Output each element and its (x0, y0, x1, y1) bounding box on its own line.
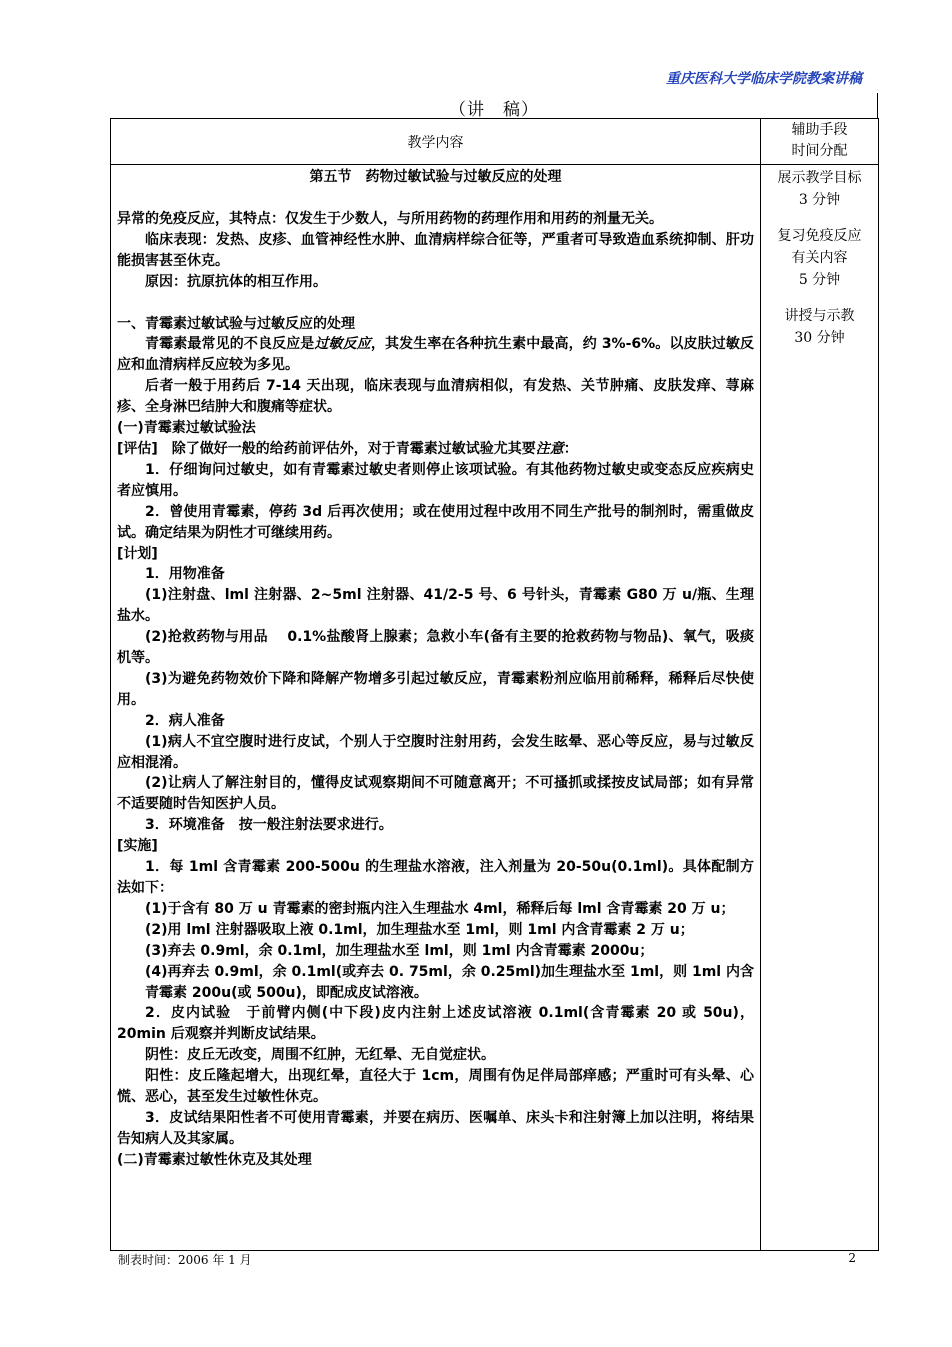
paragraph: 2．病人准备 (145, 712, 225, 729)
paragraph: 后者一般于用药后 7-14 天出现，临床表现与血清病相似，有发热、关节肿痛、皮肤发痒、荨麻疹、全身淋巴结肿大和腹痛等症状。 (117, 378, 754, 416)
paragraph: 阴性：皮丘无改变，周围不红肿，无红晕、无自觉症状。 (145, 1047, 495, 1064)
paragraph: (3)弃去 0.9ml，余 0.1ml，加生理盐水至 lml，则 1ml 内含青霉素 2000u； (145, 942, 654, 959)
emphasis: 过敏反应 (314, 336, 371, 353)
col-header-aids (761, 119, 879, 165)
paragraph: [评估] 除了做好一般的给药前评估外，对于青霉素过敏试验尤其要注意： (117, 440, 578, 457)
school-header: 重庆医科大学临床学院教案讲稿 (666, 71, 862, 87)
paragraph: (4)再弃去 0.9ml，余 0.1ml(或弃去 0. 75ml，余 0.25ml)加生理盐水至 1ml，则 1ml 内含青霉素 200u(或 500u)，即配成皮试溶液。 (145, 963, 754, 1001)
heading: (一)青霉素过敏试验法 (117, 420, 256, 437)
paragraph: (1)注射盘、lml 注射器、2~5ml 注射器、41/2-5 号、6 号针头，青霉素 G80 万 u/瓶、生理盐水。 (117, 587, 754, 625)
paragraph: 原因：抗原抗体的相互作用。 (145, 273, 327, 290)
paragraph: 临床表现：发热、皮疹、血管神经性水肿、血清病样综合征等，严重者可导致造血系统抑制、肝功能损害甚至休克。 (117, 231, 754, 269)
paragraph: 1．每 1ml 含青霉素 200-500u 的生理盐水溶液，注入剂量为 20-50u(0.1ml)。具体配制方法如下： (117, 859, 754, 896)
col-header-aids-line2: 时间分配 (791, 143, 848, 159)
heading: 一、青霉素过敏试验与过敏反应的处理 (117, 315, 355, 332)
aid-time: 3 分钟 (798, 192, 841, 208)
paragraph: 2．皮内试验 于前臂内侧(中下段)皮内注射上述皮试溶液 0.1ml(含青霉素 20 或 50u)，20min 后观察并判断皮试结果。 (117, 1005, 754, 1043)
paragraph: 3．皮试结果阳性者不可使用青霉素，并要在病历、医嘱单、床头卡和注射簿上加以注明，将结果告知病人及其家属。 (117, 1109, 754, 1147)
col-header-aids-line1: 辅助手段 (791, 122, 848, 138)
paragraph: (1)病人不宜空腹时进行皮试，个别人于空腹时注射用药，会发生眩晕、恶心等反应，易与过敏反应相混淆。 (117, 733, 754, 771)
paragraph: (2)抢救药物与用品 0.1%盐酸肾上腺素；急救小车(备有主要的抢救药物与物品)、氧气，吸痰机等。 (117, 629, 754, 667)
lecture-content (111, 165, 760, 1171)
aid-label: 有关内容 (791, 250, 848, 266)
emphasis: 注意 (535, 440, 564, 457)
paragraph: 2．曾使用青霉素，停药 3d 后再次使用；或在使用过程中改用不同生产批号的制剂时，需重做皮试。确定结果为阴性才可继续用药。 (117, 503, 754, 541)
heading: (二)青霉素过敏性休克及其处理 (117, 1151, 312, 1168)
paragraph: (1)于含有 80 万 u 青霉素的密封瓶内注入生理盐水 4ml，稀释后每 lml 含青霉素 20 万 u； (145, 900, 735, 917)
top-rule (877, 93, 878, 119)
page-number: 2 (848, 1251, 856, 1265)
teaching-aids (761, 165, 878, 349)
page-title: （讲 稿） (449, 100, 539, 120)
section-title: 第五节 药物过敏试验与过敏反应的处理 (309, 169, 562, 185)
paragraph: 1．仔细询问过敏史，如有青霉素过敏史者则停止该项试验。有其他药物过敏史或变态反应疾病史者应慎用。 (117, 461, 754, 499)
paragraph: (2)用 lml 注射器吸取上液 0.1ml，加生理盐水至 1ml，则 1ml 内含青霉素 2 万 u； (145, 921, 694, 938)
aid-time: 30 分钟 (794, 330, 845, 346)
paragraph: 阳性：皮丘隆起增大，出现红晕，直径大于 1cm，周围有伪足伴局部痒感；严重时可有头晕、心慌、恶心，甚至发生过敏性休克。 (117, 1068, 754, 1106)
paragraph: 3．环境准备 按一般注射法要求进行。 (145, 817, 393, 834)
aid-label: 复习免疫反应 (777, 228, 862, 244)
aids-cell (761, 165, 879, 1251)
aid-label: 讲授与示教 (784, 308, 855, 324)
lecture-table (110, 118, 879, 1251)
aid-time: 5 分钟 (798, 272, 841, 288)
heading: [实施] (117, 838, 158, 855)
paragraph: 1．用物准备 (145, 566, 225, 583)
paragraph: 异常的免疫反应，其特点：仅发生于少数人，与所用药物的药理作用和用药的剂量无关。 (117, 210, 663, 227)
paragraph: (2)让病人了解注射目的，懂得皮试观察期间不可随意离开；不可搔抓或揉按皮试局部；如有异常不适要随时告知医护人员。 (117, 775, 754, 813)
paragraph: 青霉素最常见的不良反应是过敏反应，其发生率在各种抗生素中最高，约 3%-6%。以皮肤过敏反应和血清病样反应较为多见。 (117, 336, 755, 374)
paragraph: (3)为避免药物效价下降和降解产物增多引起过敏反应，青霉素粉剂应临用前稀释，稀释后尽快使用。 (117, 670, 754, 708)
heading: [计划] (117, 545, 158, 562)
content-cell (111, 165, 761, 1251)
made-time: 制表时间：2006 年 1 月 (118, 1253, 252, 1267)
col-header-content: 教学内容 (111, 119, 761, 165)
aid-label: 展示教学目标 (777, 170, 862, 186)
